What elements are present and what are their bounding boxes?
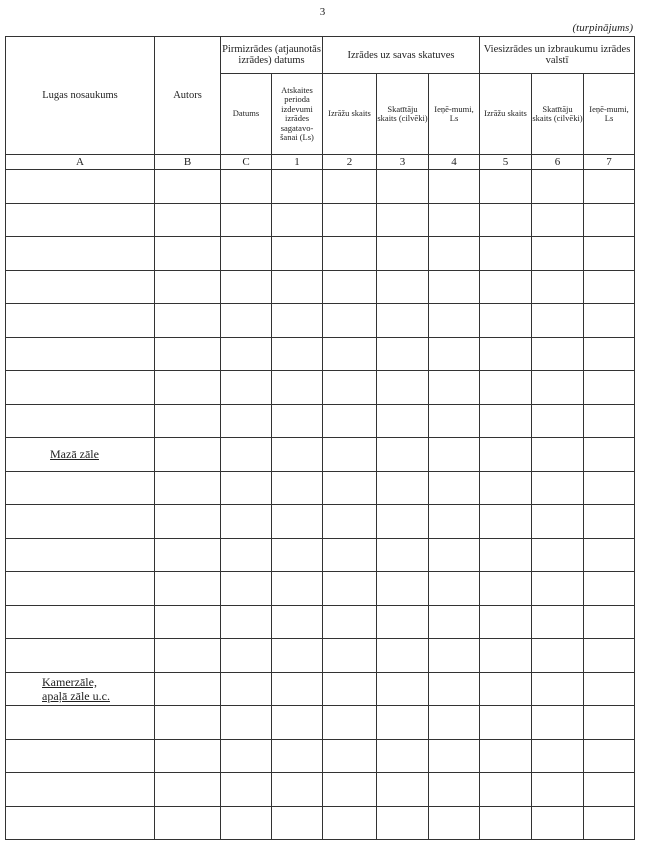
table-cell[interactable] [221, 270, 272, 304]
table-cell[interactable] [377, 404, 429, 438]
header-izrades-uz-savas-skatuves: Izrādes uz savas skatuves [323, 37, 480, 74]
table-row [6, 639, 635, 673]
table-cell[interactable] [532, 739, 584, 773]
column-code: A [6, 155, 155, 170]
table-cell[interactable] [377, 572, 429, 606]
table-cell[interactable] [323, 237, 377, 271]
table-cell[interactable] [584, 404, 635, 438]
table-cell[interactable] [155, 170, 221, 204]
table-cell[interactable] [6, 538, 155, 572]
table-cell[interactable] [272, 270, 323, 304]
table-cell[interactable] [221, 304, 272, 338]
table-cell[interactable] [429, 572, 480, 606]
table-cell[interactable] [323, 739, 377, 773]
table-cell[interactable] [323, 404, 377, 438]
header-skatitaju-skaits-2: Skatītāju skaits (cilvēki) [532, 74, 584, 155]
column-code: 2 [323, 155, 377, 170]
table-cell[interactable] [6, 371, 155, 405]
table-cell[interactable] [221, 806, 272, 840]
table-row [6, 773, 635, 807]
table-row [6, 572, 635, 606]
table-cell[interactable] [377, 806, 429, 840]
table-cell[interactable] [429, 438, 480, 472]
table-cell[interactable] [532, 337, 584, 371]
table-cell[interactable] [377, 672, 429, 706]
table-cell[interactable] [272, 505, 323, 539]
table-cell[interactable] [155, 739, 221, 773]
column-code: 6 [532, 155, 584, 170]
table-row [6, 505, 635, 539]
table-cell[interactable] [429, 337, 480, 371]
header-pirmizrades: Pirmizrādes (atjaunotās izrādes) datums [221, 37, 323, 74]
table-row [6, 270, 635, 304]
table-cell[interactable] [323, 672, 377, 706]
continuation-label: (turpinājums) [572, 22, 633, 34]
table-row [6, 404, 635, 438]
table-cell[interactable] [272, 304, 323, 338]
table-cell[interactable] [429, 170, 480, 204]
table-cell[interactable] [6, 739, 155, 773]
table-cell[interactable] [6, 471, 155, 505]
table-cell[interactable] [377, 773, 429, 807]
header-viesizrades: Viesizrādes un izbraukumu izrādes valstī [480, 37, 635, 74]
table-cell[interactable] [272, 337, 323, 371]
table-row [6, 471, 635, 505]
table-cell[interactable] [221, 639, 272, 673]
table-cell[interactable] [377, 371, 429, 405]
table-cell[interactable] [272, 739, 323, 773]
table-cell[interactable] [584, 639, 635, 673]
header-ienemumi: Ieņē-mumi, Ls [429, 74, 480, 155]
table-cell[interactable] [377, 170, 429, 204]
table-cell[interactable] [532, 270, 584, 304]
table-cell[interactable] [377, 605, 429, 639]
table-cell[interactable] [377, 538, 429, 572]
table-cell[interactable] [272, 672, 323, 706]
table-cell[interactable] [532, 438, 584, 472]
section-label: apaļā zāle u.c. [42, 688, 110, 703]
column-code: 3 [377, 155, 429, 170]
table-cell[interactable] [155, 605, 221, 639]
table-cell[interactable] [6, 237, 155, 271]
table-row [6, 538, 635, 572]
table-cell[interactable] [584, 672, 635, 706]
table-cell[interactable] [480, 505, 532, 539]
table-cell[interactable] [272, 773, 323, 807]
table-cell[interactable] [221, 471, 272, 505]
table-cell[interactable] [532, 304, 584, 338]
table-cell[interactable] [429, 739, 480, 773]
table-cell[interactable] [480, 304, 532, 338]
table-cell[interactable] [6, 170, 155, 204]
table-cell[interactable] [480, 170, 532, 204]
table-cell[interactable] [272, 605, 323, 639]
table-cell[interactable] [584, 270, 635, 304]
header-lugas-nosaukums: Lugas nosaukums [6, 37, 155, 155]
table-cell[interactable] [323, 505, 377, 539]
table-cell[interactable] [323, 806, 377, 840]
table-cell [6, 672, 155, 706]
table-row [6, 203, 635, 237]
table-cell[interactable] [584, 438, 635, 472]
table-cell[interactable] [429, 639, 480, 673]
table-cell[interactable] [429, 404, 480, 438]
table-cell[interactable] [532, 471, 584, 505]
table-cell[interactable] [584, 170, 635, 204]
table-cell[interactable] [584, 773, 635, 807]
table-cell[interactable] [377, 438, 429, 472]
table-cell[interactable] [377, 203, 429, 237]
table-cell[interactable] [6, 572, 155, 606]
table-cell[interactable] [155, 773, 221, 807]
table-row [6, 605, 635, 639]
table-cell[interactable] [6, 304, 155, 338]
table-row [6, 806, 635, 840]
table-cell[interactable] [155, 572, 221, 606]
table-cell[interactable] [6, 337, 155, 371]
table-cell[interactable] [155, 438, 221, 472]
table-cell[interactable] [323, 572, 377, 606]
table-cell[interactable] [155, 203, 221, 237]
table-cell [6, 438, 155, 472]
table-cell[interactable] [532, 639, 584, 673]
table-cell[interactable] [155, 337, 221, 371]
table-row [6, 371, 635, 405]
table-cell[interactable] [429, 605, 480, 639]
table-cell[interactable] [584, 538, 635, 572]
table-cell[interactable] [155, 538, 221, 572]
table-body [6, 170, 635, 840]
table-cell[interactable] [532, 237, 584, 271]
table-cell[interactable] [480, 371, 532, 405]
table-cell[interactable] [429, 773, 480, 807]
table-cell[interactable] [377, 304, 429, 338]
section-label: Kamerzāle, [42, 674, 97, 689]
table-cell[interactable] [155, 304, 221, 338]
section-label: Mazā zāle [50, 447, 99, 462]
table-cell[interactable] [480, 572, 532, 606]
table-cell[interactable] [584, 572, 635, 606]
table-cell[interactable] [6, 270, 155, 304]
table-cell[interactable] [323, 337, 377, 371]
table-cell[interactable] [323, 371, 377, 405]
table-cell[interactable] [221, 505, 272, 539]
table-cell[interactable] [584, 739, 635, 773]
table-cell[interactable] [532, 538, 584, 572]
table-cell[interactable] [272, 806, 323, 840]
table-cell[interactable] [155, 672, 221, 706]
table-cell[interactable] [480, 237, 532, 271]
table-cell[interactable] [584, 706, 635, 740]
table-cell[interactable] [480, 605, 532, 639]
table-cell[interactable] [272, 237, 323, 271]
table-cell[interactable] [6, 706, 155, 740]
table-row [6, 706, 635, 740]
table-cell[interactable] [221, 170, 272, 204]
table-cell[interactable] [221, 237, 272, 271]
table-cell[interactable] [532, 572, 584, 606]
report-table [5, 36, 635, 840]
table-cell[interactable] [480, 471, 532, 505]
table-cell[interactable] [323, 438, 377, 472]
table-cell[interactable] [6, 773, 155, 807]
table-cell[interactable] [429, 806, 480, 840]
table-cell[interactable] [272, 170, 323, 204]
table-cell[interactable] [323, 706, 377, 740]
table-cell[interactable] [155, 806, 221, 840]
table-cell[interactable] [377, 270, 429, 304]
table-cell[interactable] [584, 371, 635, 405]
table-row [6, 739, 635, 773]
table-cell[interactable] [480, 538, 532, 572]
table-cell[interactable] [272, 203, 323, 237]
table-cell[interactable] [429, 304, 480, 338]
table-cell[interactable] [480, 773, 532, 807]
table-cell[interactable] [272, 471, 323, 505]
column-code: B [155, 155, 221, 170]
column-code: 1 [272, 155, 323, 170]
table-cell[interactable] [323, 538, 377, 572]
table-cell[interactable] [429, 237, 480, 271]
table-cell[interactable] [272, 538, 323, 572]
table-cell[interactable] [155, 237, 221, 271]
table-cell[interactable] [532, 203, 584, 237]
table-cell[interactable] [323, 471, 377, 505]
column-code: 7 [584, 155, 635, 170]
table-cell[interactable] [272, 371, 323, 405]
table-cell[interactable] [6, 806, 155, 840]
table-cell[interactable] [480, 404, 532, 438]
table-cell[interactable] [429, 505, 480, 539]
table-cell[interactable] [584, 304, 635, 338]
table-cell[interactable] [221, 672, 272, 706]
table-cell[interactable] [480, 438, 532, 472]
table-cell[interactable] [480, 337, 532, 371]
table-cell[interactable] [377, 471, 429, 505]
table-cell[interactable] [323, 170, 377, 204]
table-cell[interactable] [429, 471, 480, 505]
table-cell[interactable] [272, 706, 323, 740]
table-cell[interactable] [221, 706, 272, 740]
page-number: 3 [319, 6, 326, 18]
table-cell[interactable] [480, 706, 532, 740]
table-cell[interactable] [532, 404, 584, 438]
table-cell[interactable] [155, 270, 221, 304]
table-cell[interactable] [6, 605, 155, 639]
table-cell[interactable] [6, 505, 155, 539]
header-ienemumi-2: Ieņē-mumi, Ls [584, 74, 635, 155]
table-cell[interactable] [532, 773, 584, 807]
header-izrazu-skaits-2: Izrāžu skaits [480, 74, 532, 155]
table-row [6, 672, 635, 706]
table-cell[interactable] [480, 672, 532, 706]
table-cell[interactable] [155, 404, 221, 438]
table-cell[interactable] [377, 337, 429, 371]
table-cell[interactable] [221, 371, 272, 405]
table-cell[interactable] [532, 170, 584, 204]
table-cell[interactable] [584, 237, 635, 271]
table-cell[interactable] [323, 605, 377, 639]
column-code: 5 [480, 155, 532, 170]
table-cell[interactable] [323, 773, 377, 807]
table-cell[interactable] [6, 404, 155, 438]
table-row [6, 337, 635, 371]
table-cell[interactable] [532, 605, 584, 639]
table-cell[interactable] [323, 270, 377, 304]
table-cell[interactable] [429, 203, 480, 237]
table-cell[interactable] [584, 203, 635, 237]
table-cell[interactable] [155, 471, 221, 505]
table-cell[interactable] [584, 337, 635, 371]
table-cell[interactable] [323, 203, 377, 237]
table-cell[interactable] [480, 639, 532, 673]
table-row [6, 438, 635, 472]
table-cell[interactable] [221, 404, 272, 438]
table-cell[interactable] [221, 739, 272, 773]
table-cell[interactable] [532, 706, 584, 740]
table-cell[interactable] [532, 672, 584, 706]
table-cell[interactable] [221, 605, 272, 639]
table-cell[interactable] [480, 806, 532, 840]
table-row [6, 237, 635, 271]
table-cell[interactable] [272, 438, 323, 472]
table-cell[interactable] [323, 304, 377, 338]
table-cell[interactable] [155, 505, 221, 539]
table-cell[interactable] [584, 806, 635, 840]
table-cell[interactable] [532, 505, 584, 539]
table-cell[interactable] [429, 672, 480, 706]
table-cell[interactable] [377, 505, 429, 539]
table-cell[interactable] [480, 270, 532, 304]
table-row [6, 170, 635, 204]
table-cell[interactable] [323, 639, 377, 673]
column-code: C [221, 155, 272, 170]
table-cell[interactable] [429, 706, 480, 740]
table-cell[interactable] [221, 337, 272, 371]
table-cell[interactable] [532, 371, 584, 405]
column-code: 4 [429, 155, 480, 170]
table-cell[interactable] [6, 639, 155, 673]
header-skatitaju-skaits: Skatītāju skaits (cilvēki) [377, 74, 429, 155]
table-cell[interactable] [377, 237, 429, 271]
table-cell[interactable] [272, 572, 323, 606]
table-cell[interactable] [221, 538, 272, 572]
table-cell[interactable] [532, 806, 584, 840]
table-cell[interactable] [584, 505, 635, 539]
table-cell[interactable] [584, 605, 635, 639]
header-autors: Autors [155, 37, 221, 155]
table-cell[interactable] [221, 572, 272, 606]
table-cell[interactable] [429, 538, 480, 572]
table-cell[interactable] [6, 203, 155, 237]
table-cell[interactable] [221, 773, 272, 807]
table-cell[interactable] [272, 404, 323, 438]
table-cell[interactable] [377, 739, 429, 773]
table-cell[interactable] [221, 438, 272, 472]
table-cell[interactable] [480, 203, 532, 237]
table-cell[interactable] [377, 706, 429, 740]
table-cell[interactable] [155, 706, 221, 740]
table-cell[interactable] [584, 471, 635, 505]
table-row [6, 304, 635, 338]
table-cell[interactable] [155, 371, 221, 405]
header-datums: Datums [221, 74, 272, 155]
table-cell[interactable] [155, 639, 221, 673]
table-cell[interactable] [429, 270, 480, 304]
table-cell[interactable] [221, 203, 272, 237]
table-cell[interactable] [480, 739, 532, 773]
header-atskaites-izdevumi: Atskaites perioda izdevumi izrādes sagatavo-šanai (Ls) [272, 74, 323, 155]
header-izrazu-skaits: Izrāžu skaits [323, 74, 377, 155]
table-cell[interactable] [429, 371, 480, 405]
table-cell[interactable] [272, 639, 323, 673]
table-cell[interactable] [377, 639, 429, 673]
